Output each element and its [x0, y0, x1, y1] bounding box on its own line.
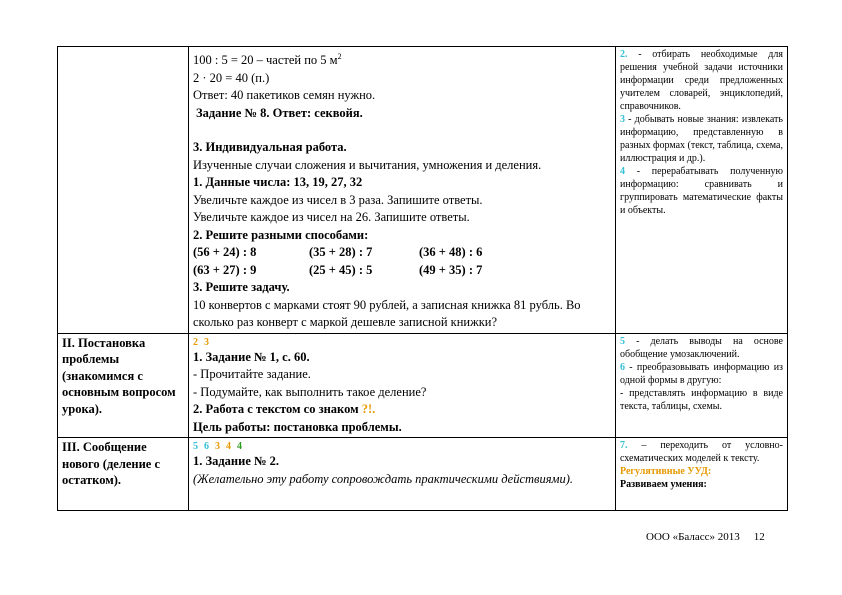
uud-number: 3 — [620, 114, 625, 125]
task-line: - Подумайте, как выполнить такое деление? — [193, 384, 427, 399]
task-title: 1. Данные числа: 13, 19, 27, 32 — [193, 175, 363, 190]
uud-item — [620, 48, 783, 113]
expression: (35 + 28) : 7 — [309, 245, 373, 260]
uud-markers — [193, 439, 611, 453]
uud-heading: Регулятивные УУД: — [620, 466, 712, 478]
uud-cell — [616, 438, 788, 511]
stage-label: II. Постановка проблемы (знакомимся с основным вопросом урока). — [62, 335, 176, 416]
expression-row — [193, 262, 611, 280]
goal-line: Цель работы: постановка проблемы. — [193, 419, 402, 434]
stage-label: III. Сообщение нового (деление с остатком). — [62, 440, 161, 488]
task-line: - Прочитайте задание. — [193, 367, 311, 382]
uud-subheading: Развиваем умения: — [620, 479, 707, 491]
marker: 3 — [215, 441, 220, 453]
task-label: 2. Работа с текстом со знаком — [193, 402, 362, 417]
calc-line: 100 : 5 = 20 – частей по 5 м — [193, 53, 338, 68]
answer-line: Ответ: 40 пакетиков семян нужно. — [193, 88, 376, 103]
uud-text: - делать выводы на основе обобщение умозаключений. — [620, 335, 783, 360]
note-text: (Желательно эту работу сопровождать практическими действиями). — [193, 471, 574, 486]
task-text: 10 конвертов с марками стоят 90 рублей, а записная книжка 81 рубль. Во сколько раз конверт с маркой дешевле записной книжки? — [193, 297, 581, 330]
uud-text: - добывать новые знания: извлекать информацию, представленную в разных формах (текст, таблица, схема, иллюстрация и др.). — [620, 114, 783, 164]
expression: (25 + 45) : 5 — [309, 262, 373, 277]
stage-cell — [58, 333, 189, 438]
stage-cell — [58, 438, 189, 511]
uud-number: 4 — [620, 166, 625, 177]
uud-item — [620, 387, 783, 413]
task-title: 1. Задание № 2. — [193, 454, 280, 469]
content-line — [193, 48, 611, 70]
content-cell — [189, 333, 616, 438]
expression: (49 + 35) : 7 — [419, 262, 483, 277]
marker: 6 — [204, 441, 209, 453]
uud-number: 5 — [620, 335, 625, 347]
stage-cell — [58, 47, 189, 334]
marker: 5 — [193, 441, 198, 453]
page-number: 12 — [753, 531, 765, 543]
expression-row — [193, 244, 611, 262]
task-line: Увеличьте каждое из чисел в 3 раза. Запишите ответы. — [193, 192, 483, 207]
marker: 2 — [193, 336, 198, 348]
spacer — [193, 122, 611, 139]
expression: (36 + 48) : 6 — [419, 245, 483, 260]
table-row — [58, 47, 788, 334]
publisher-label: ООО «Баласс» 2013 — [646, 531, 740, 543]
marker: 4 — [237, 441, 242, 453]
calc-line: 2 · 20 = 40 (п.) — [193, 70, 270, 85]
expression: (63 + 27) : 9 — [193, 262, 257, 277]
task-title — [193, 401, 611, 419]
uud-text: - представлять информацию в виде текста, таблицы, схемы. — [620, 387, 783, 412]
uud-text: - отбирать необходимые для решения учебной задачи источники информации среди предложенных учителем словарей, энциклопедий, справочников. — [620, 49, 783, 112]
uud-cell — [616, 47, 788, 334]
uud-item — [620, 335, 783, 361]
uud-number: 2. — [620, 49, 628, 60]
expression: (56 + 24) : 8 — [193, 245, 257, 260]
task-title: 2. Решите разными способами: — [193, 227, 369, 242]
task-title: 3. Решите задачу. — [193, 280, 290, 295]
table-row — [58, 333, 788, 438]
content-cell — [189, 47, 616, 334]
uud-text: - перерабатывать полученную информацию: сравнивать и группировать математические факты и объекты. — [620, 166, 783, 216]
uud-text: - преобразовывать информацию из одной формы в другую: — [620, 361, 783, 386]
uud-text: – переходить от условно-схематических моделей к тексту. — [620, 440, 783, 465]
lesson-table — [57, 46, 788, 511]
uud-item — [620, 361, 783, 387]
uud-markers — [193, 335, 611, 349]
uud-item — [620, 165, 783, 217]
superscript: 2 — [337, 52, 342, 61]
uud-number: 6 — [620, 361, 625, 373]
section-heading: 3. Индивидуальная работа. — [193, 140, 347, 155]
marker: 3 — [204, 336, 209, 348]
intro-line: Изученные случаи сложения и вычитания, умножения и деления. — [193, 157, 542, 172]
marker: 4 — [226, 441, 231, 453]
uud-item — [620, 113, 783, 165]
uud-cell — [616, 333, 788, 438]
page-footer — [646, 531, 765, 543]
uud-number: 7. — [620, 440, 628, 452]
task-answer: Задание № 8. Ответ: секвойя. — [196, 105, 363, 120]
uud-item — [620, 439, 783, 465]
sign-mark: ?!. — [361, 402, 376, 417]
content-cell — [189, 438, 616, 511]
task-line: Увеличьте каждое из чисел на 26. Запишите ответы. — [193, 210, 470, 225]
task-title: 1. Задание № 1, с. 60. — [193, 349, 310, 364]
table-row — [58, 438, 788, 511]
